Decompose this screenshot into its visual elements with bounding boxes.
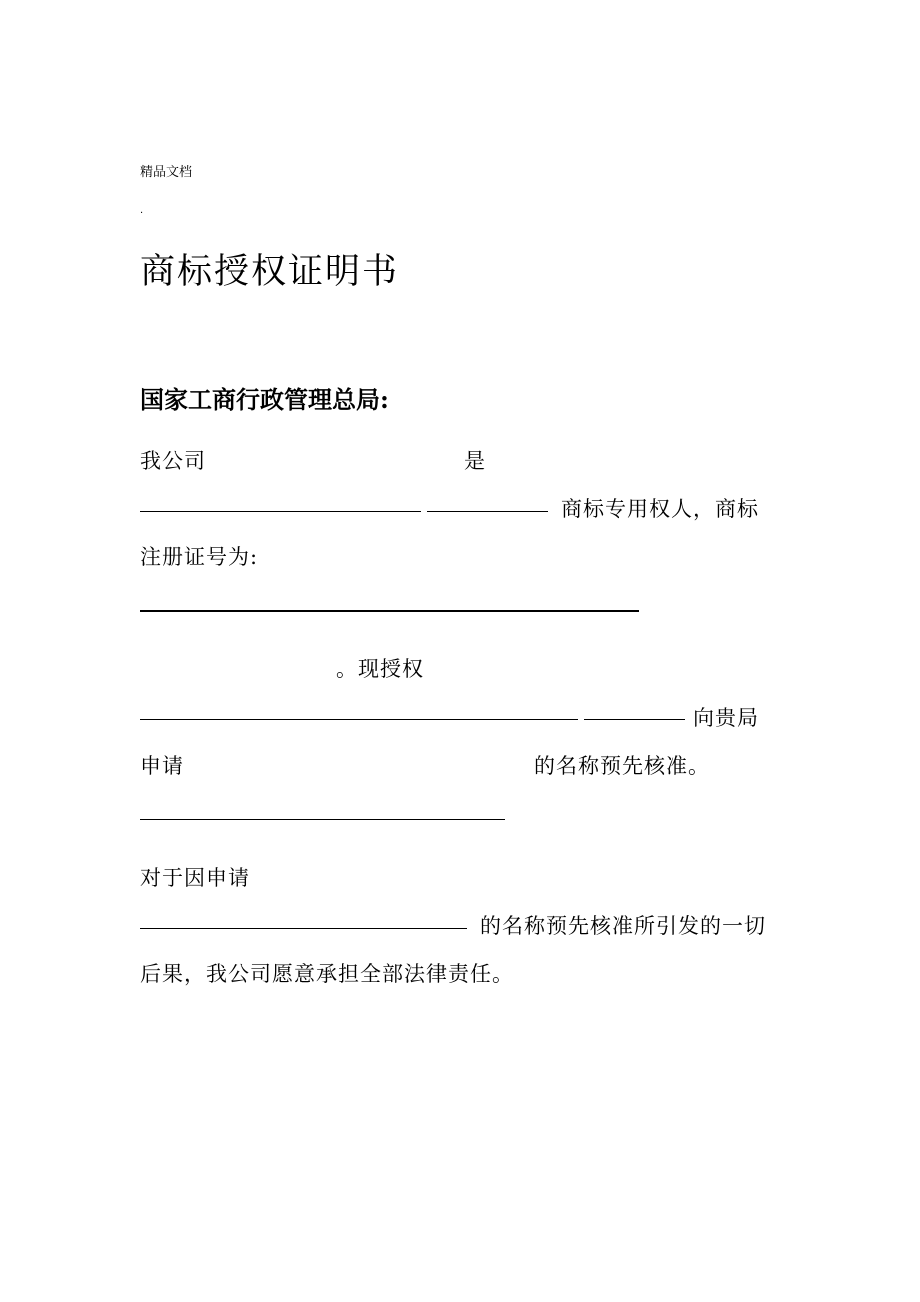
addressee: 国家工商行政管理总局: — [140, 385, 389, 414]
blank-line-authorized-extra — [584, 719, 685, 720]
apply-text: 申请 — [140, 754, 184, 778]
blank-line-authorized-party — [140, 719, 578, 720]
blank-line-reg-no — [140, 610, 639, 612]
is-text: 是 — [464, 449, 486, 473]
name-preapproval-text: 的名称预先核准。 — [534, 754, 710, 778]
liability-text: 后果，我公司愿意承担全部法律责任。 — [140, 962, 514, 986]
trademark-owner-text: 商标专用权人，商标 — [561, 497, 759, 521]
now-authorize-text: 。现授权 — [336, 657, 424, 681]
header-dot: . — [140, 205, 144, 216]
our-company-text: 我公司 — [140, 449, 206, 473]
header-label: 精品文档 — [140, 165, 193, 180]
regarding-text: 对于因申请 — [140, 866, 250, 890]
blank-line-company-name — [140, 511, 421, 512]
page-title: 商标授权证明书 — [140, 252, 400, 292]
blank-line-enterprise-name — [140, 819, 505, 820]
to-bureau-text: 向贵局 — [693, 706, 759, 730]
reg-no-label: 注册证号为: — [140, 545, 259, 569]
blank-line-trademark — [427, 511, 548, 512]
blank-line-applied-name — [140, 928, 467, 929]
consequences-text: 的名称预先核准所引发的一切 — [480, 914, 766, 938]
